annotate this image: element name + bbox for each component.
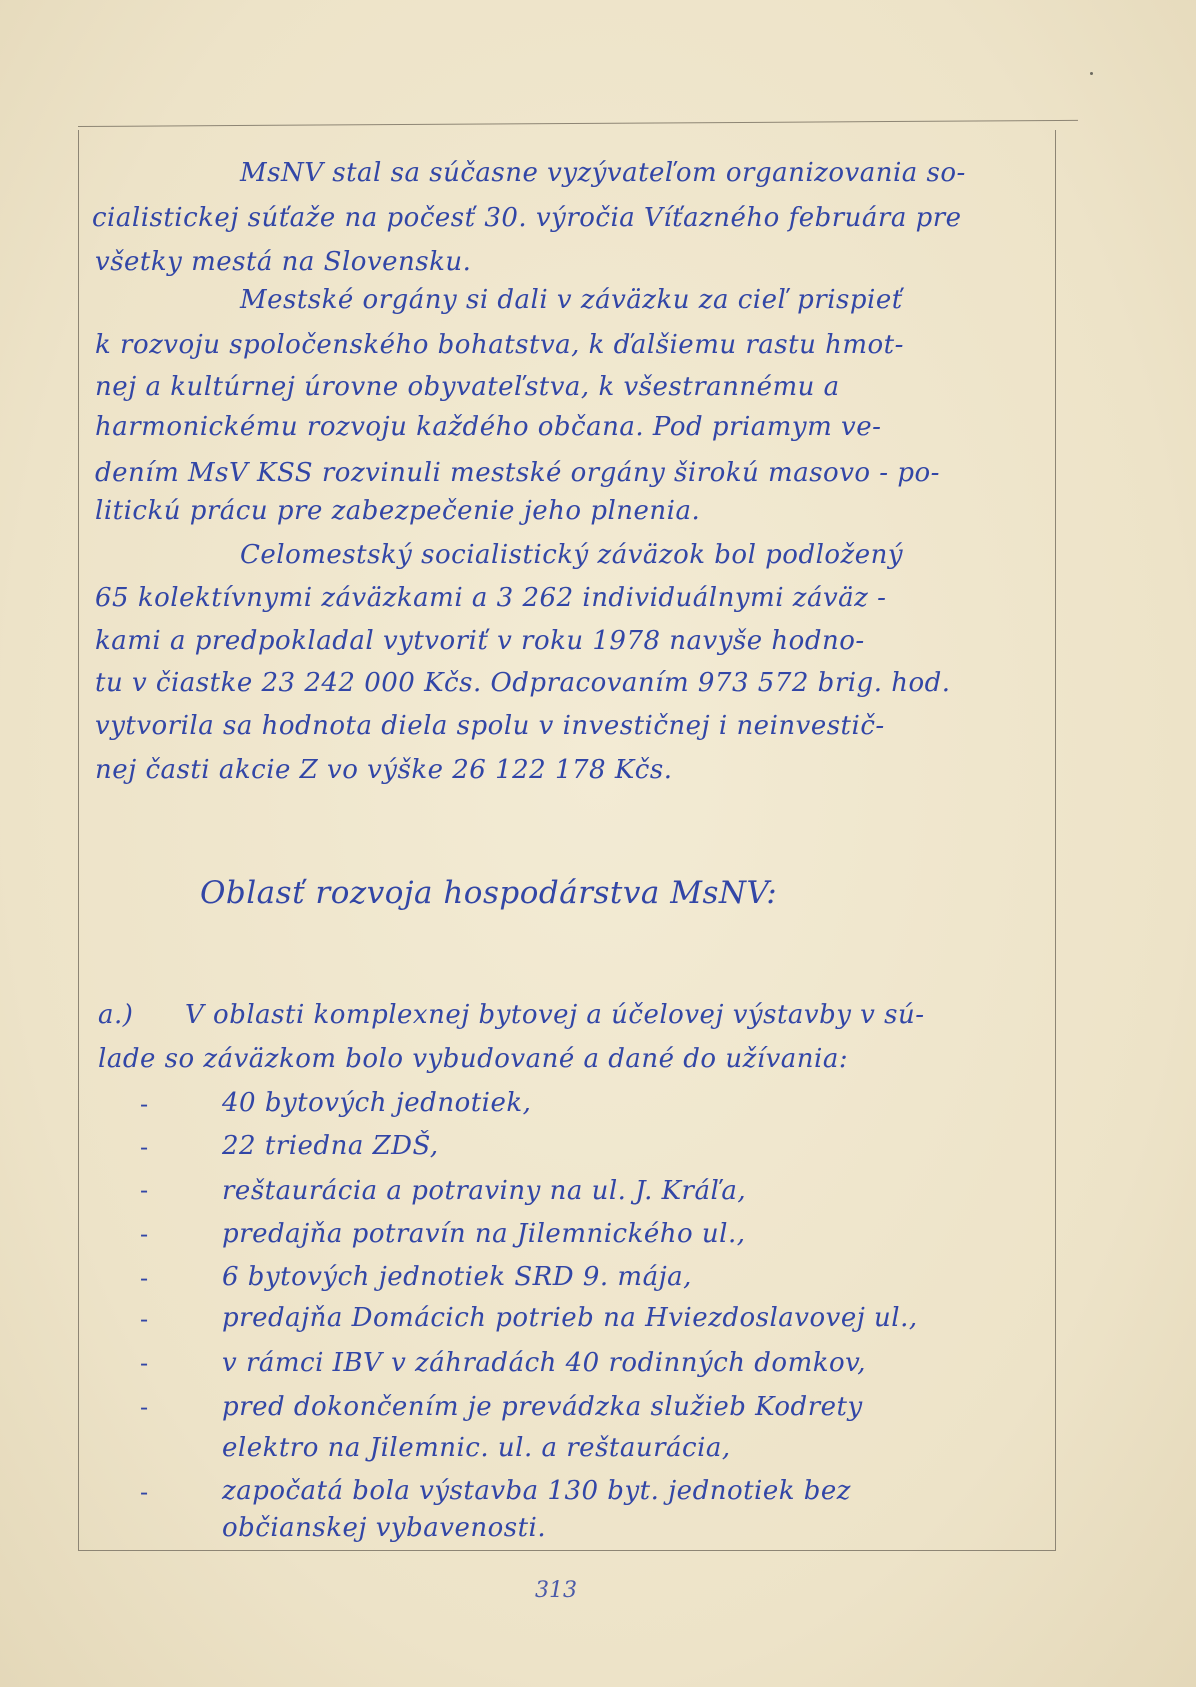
list-dash-3: - [140,1176,149,1204]
list-item-8-continued: elektro na Jilemnic. ul. a reštaurácia, [222,1433,731,1463]
list-item-4: predajňa potravín na Jilemnického ul., [222,1219,746,1249]
text-line-11: 65 kolektívnymi záväzkami a 3 262 individuálnymi záväz - [95,583,887,613]
section-a-intro-line-2: lade so záväzkom bolo vybudované a dané do užívania: [98,1044,849,1074]
list-dash-6: - [140,1305,149,1333]
list-item-8: pred dokončením je prevádzka služieb Kodrety [222,1392,863,1422]
list-item-9-continued: občianskej vybavenosti. [222,1513,547,1543]
list-item-2: 22 triedna ZDŠ, [222,1131,439,1161]
list-item-7: v rámci IBV v záhradách 40 rodinných domkov, [222,1348,867,1378]
text-line-9: litickú prácu pre zabezpečenie jeho plnenia. [95,496,701,526]
text-line-7: harmonickému rozvoju každého občana. Pod priamym ve- [95,412,882,442]
list-item-6: predajňa Domácich potrieb na Hviezdoslavovej ul., [222,1303,918,1333]
list-item-3: reštaurácia a potraviny na ul. J. Kráľa, [222,1176,747,1206]
text-line-12: kami a predpokladal vytvoriť v roku 1978 navyše hodno- [95,626,865,656]
text-line-6: nej a kultúrnej úrovne obyvateľstva, k všestrannému a [95,372,840,402]
text-line-5: k rozvoju spoločenského bohatstva, k ďalšiemu rastu hmot- [95,330,904,360]
text-line-13: tu v čiastke 23 242 000 Kčs. Odpracovaním 973 572 brig. hod. [95,668,951,698]
list-dash-2: - [140,1133,149,1161]
paper-speck [1090,72,1093,75]
list-dash-9: - [140,1478,149,1506]
list-item-1: 40 bytových jednotiek, [222,1088,532,1118]
frame-top-rule [78,120,1078,127]
text-line-14: vytvorila sa hodnota diela spolu v investičnej i neinvestič- [95,711,885,741]
section-a-intro-line-1: V oblasti komplexnej bytovej a účelovej výstavby v sú- [185,1000,925,1030]
list-dash-7: - [140,1349,149,1377]
text-line-4: Mestské orgány si dali v záväzku za cieľ prispieť [240,285,903,315]
text-line-10: Celomestský socialistický záväzok bol podložený [240,540,904,570]
text-line-1: MsNV stal sa súčasne vyzývateľom organizovania so- [240,158,966,188]
page-number: 313 [535,1578,577,1603]
text-line-3: všetky mestá na Slovensku. [95,247,472,277]
list-dash-4: - [140,1220,149,1248]
list-item-9: započatá bola výstavba 130 byt. jednotiek bez [222,1476,852,1506]
section-heading: Oblasť rozvoja hospodárstva MsNV: [200,875,778,911]
list-dash-8: - [140,1393,149,1421]
section-a-marker: a.) [98,1000,134,1030]
list-item-5: 6 bytových jednotiek SRD 9. mája, [222,1262,692,1292]
text-line-8: dením MsV KSS rozvinuli mestské orgány širokú masovo - po- [95,458,940,488]
list-dash-1: - [140,1090,149,1118]
text-line-15: nej časti akcie Z vo výške 26 122 178 Kčs. [95,755,673,785]
list-dash-5: - [140,1264,149,1292]
text-line-2: cialistickej súťaže na počesť 30. výročia Víťazného februára pre [92,203,962,233]
